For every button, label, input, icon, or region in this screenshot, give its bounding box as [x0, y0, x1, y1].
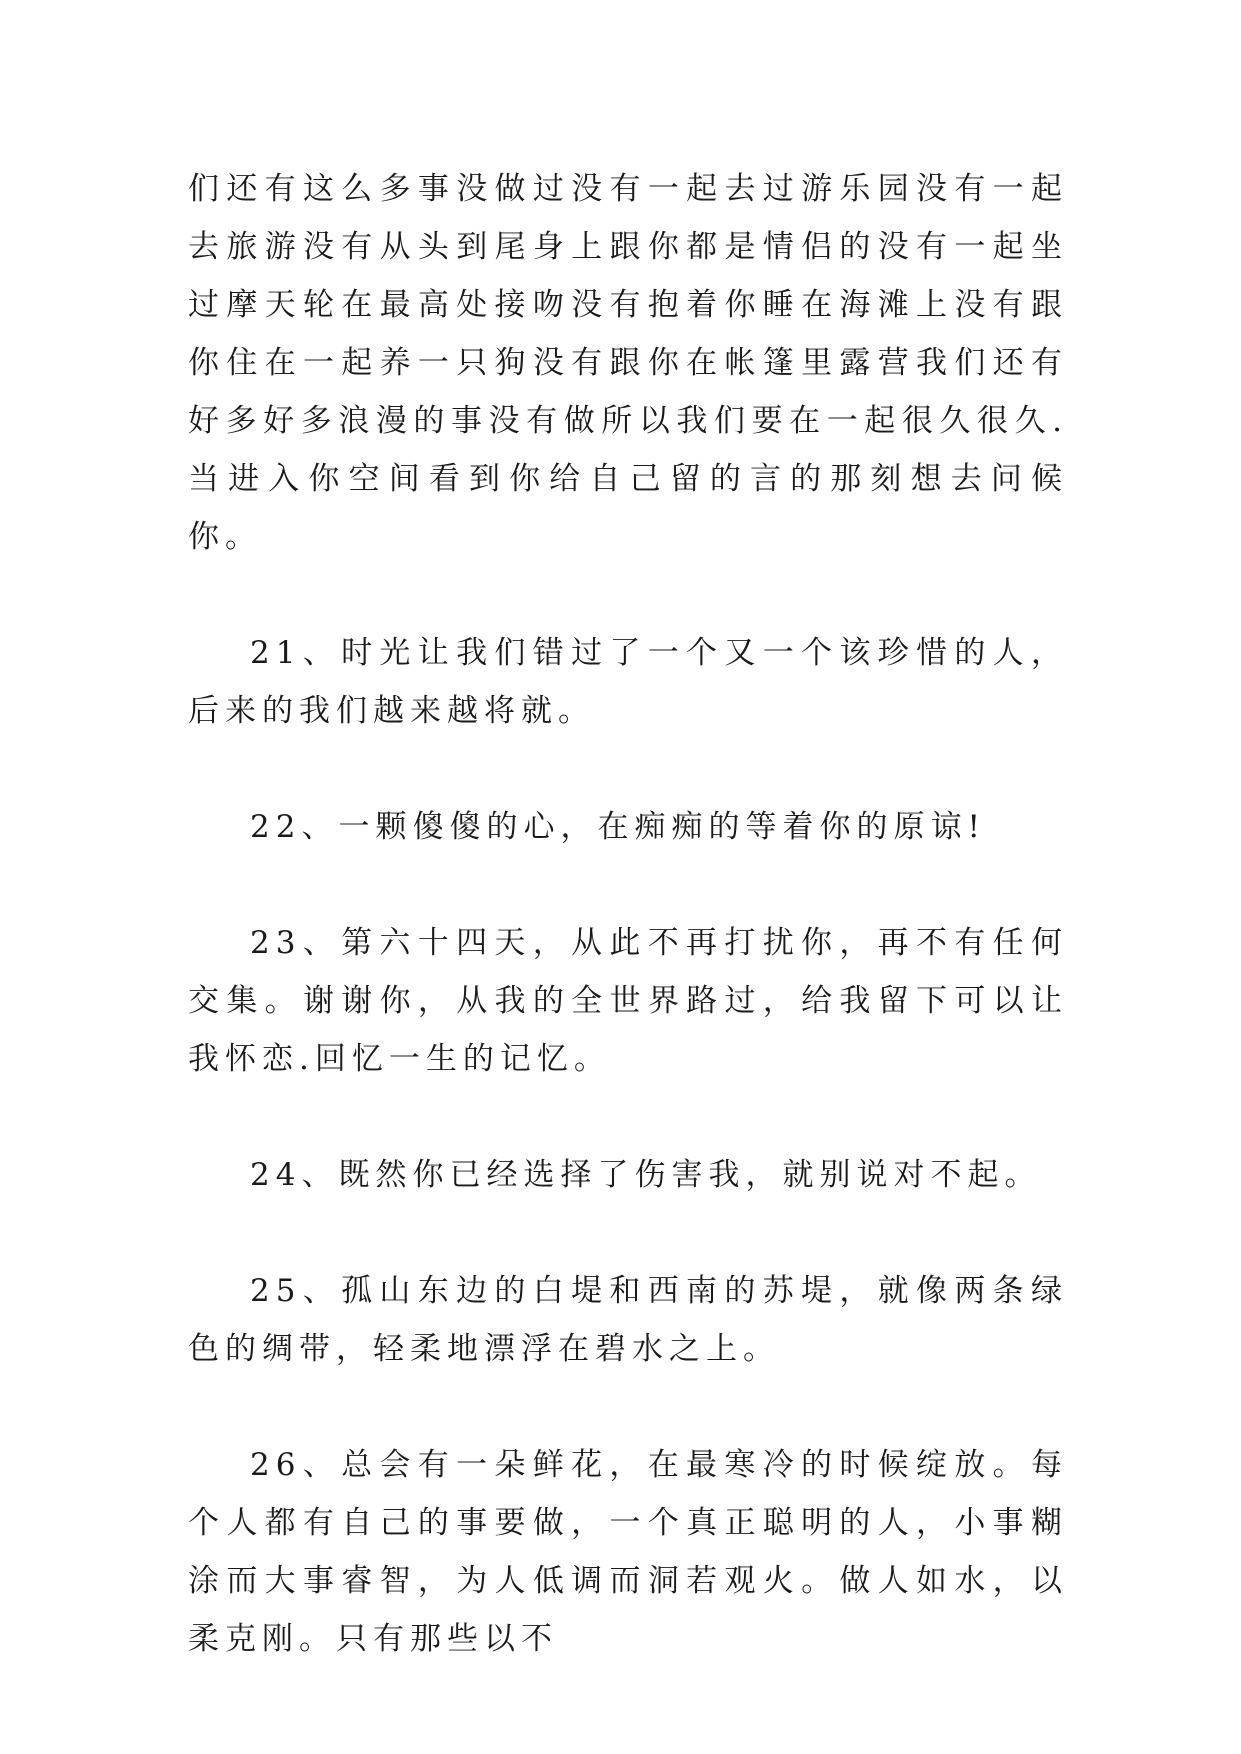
paragraph-25: 25、孤山东边的白堤和西南的苏堤，就像两条绿色的绸带，轻柔地漂浮在碧水之上。 — [188, 1273, 1068, 1367]
paragraph-21: 21、时光让我们错过了一个又一个该珍惜的人，后来的我们越来越将就。 — [188, 635, 1068, 729]
paragraph-23: 23、第六十四天，从此不再打扰你，再不有任何交集。谢谢你，从我的全世界路过，给我留下可以让我怀恋.回忆一生的记忆。 — [188, 925, 1068, 1077]
paragraph-22: 22、一颗傻傻的心，在痴痴的等着你的原谅! — [250, 809, 986, 845]
document-body — [188, 160, 1068, 1668]
paragraph-24: 24、既然你已经选择了伤害我，就别说对不起。 — [250, 1157, 1042, 1193]
paragraph-26: 26、总会有一朵鲜花，在最寒冷的时候绽放。每个人都有自己的事要做，一个真正聪明的人，小事糊涂而大事睿智，为人低调而洞若观火。做人如水，以柔克刚。只有那些以不 — [188, 1447, 1068, 1657]
paragraph-continued: 们还有这么多事没做过没有一起去过游乐园没有一起去旅游没有从头到尾身上跟你都是情侣的没有一起坐过摩天轮在最高处接吻没有抱着你睡在海滩上没有跟你住在一起养一只狗没有跟你在帐篷里露营我们还有好多好多浪漫的事没有做所以我们要在一起很久很久.当进入你空间看到你给自己留的言的那刻想去问候你。 — [188, 171, 1068, 555]
